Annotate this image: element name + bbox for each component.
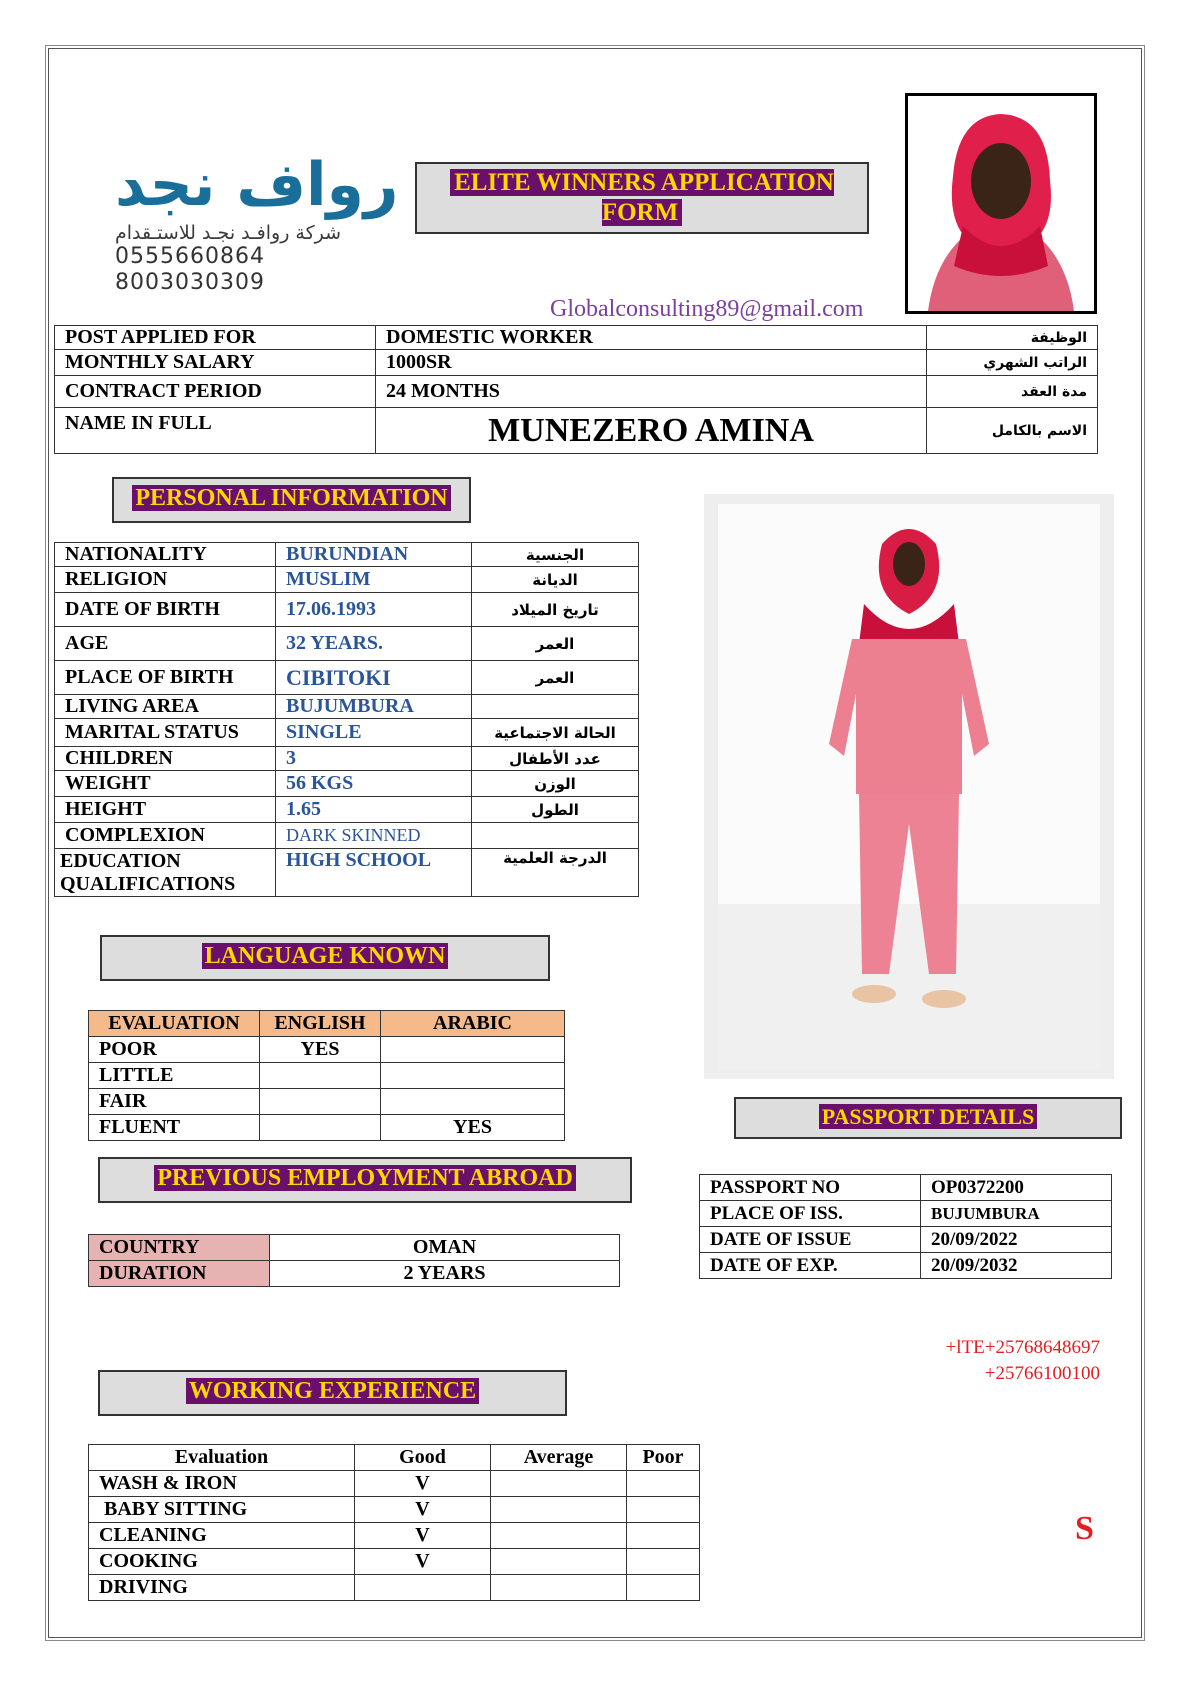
phone-1: +lTE+25768648697 [945, 1337, 1100, 1358]
field-value: BURUNDIAN [276, 543, 472, 567]
logo-subtitle: شركة روافـد نجـد للاستـقدام [115, 222, 342, 244]
field-arabic: الحالة الاجتماعية [472, 719, 639, 747]
poor-cell [627, 1575, 700, 1601]
average-cell [491, 1523, 627, 1549]
previous-employment-title: PREVIOUS EMPLOYMENT ABROAD [154, 1165, 576, 1191]
column-header: ENGLISH [260, 1011, 381, 1037]
company-logo [115, 150, 405, 295]
poor-cell [627, 1523, 700, 1549]
table-row [55, 797, 639, 823]
level-label: FAIR [89, 1089, 260, 1115]
column-header: Average [491, 1445, 627, 1471]
row-arabic: الراتب الشهري [927, 350, 1098, 376]
passport-label: PLACE OF ISS. [700, 1201, 921, 1227]
field-value: CIBITOKI [276, 661, 472, 695]
passport-value: 20/09/2032 [921, 1253, 1112, 1279]
level-label: LITTLE [89, 1063, 260, 1089]
country-label: COUNTRY [89, 1235, 270, 1261]
level-label: FLUENT [89, 1115, 260, 1141]
field-arabic [472, 823, 639, 849]
field-label: MARITAL STATUS [55, 719, 276, 747]
poor-cell [627, 1549, 700, 1575]
row-label: CONTRACT PERIOD [55, 376, 376, 408]
field-arabic: الدرجة العلمية [472, 849, 639, 897]
row-arabic: الوظيفة [927, 326, 1098, 350]
table-row [89, 1063, 565, 1089]
table-row [55, 408, 1098, 454]
full-body-image [704, 494, 1114, 1079]
english-cell [260, 1063, 381, 1089]
table-header-row [89, 1011, 565, 1037]
row-value: DOMESTIC WORKER [376, 326, 927, 350]
english-cell: YES [260, 1037, 381, 1063]
passport-label: DATE OF ISSUE [700, 1227, 921, 1253]
row-label: NAME IN FULL [55, 408, 376, 454]
table-row [89, 1497, 700, 1523]
full-body-photo [704, 494, 1114, 1079]
language-table [88, 1010, 565, 1141]
field-label: COMPLEXION [55, 823, 276, 849]
good-cell: V [355, 1523, 491, 1549]
field-label: NATIONALITY [55, 543, 276, 567]
table-row [55, 747, 639, 771]
table-row [89, 1471, 700, 1497]
email-address: Globalconsulting89@gmail.com [550, 296, 864, 322]
field-label: DATE OF BIRTH [55, 593, 276, 627]
table-row [700, 1227, 1112, 1253]
logo-mark: رواف نجد [115, 150, 399, 220]
table-row [55, 771, 639, 797]
row-arabic: مدة العقد [927, 376, 1098, 408]
field-arabic: الوزن [472, 771, 639, 797]
field-value: 1.65 [276, 797, 472, 823]
average-cell [491, 1497, 627, 1523]
table-row [55, 567, 639, 593]
duration-value: 2 YEARS [270, 1261, 620, 1287]
working-experience-title: WORKING EXPERIENCE [186, 1378, 479, 1404]
table-row [89, 1089, 565, 1115]
row-label: POST APPLIED FOR [55, 326, 376, 350]
good-cell: V [355, 1471, 491, 1497]
table-row [55, 823, 639, 849]
poor-cell [627, 1471, 700, 1497]
field-arabic: الطول [472, 797, 639, 823]
passport-value: OP0372200 [921, 1175, 1112, 1201]
form-title-box [415, 162, 869, 234]
row-label: MONTHLY SALARY [55, 350, 376, 376]
language-header [100, 935, 550, 981]
field-value: 56 KGS [276, 771, 472, 797]
table-row [89, 1115, 565, 1141]
arabic-cell: YES [381, 1115, 565, 1141]
logo-phone-1: 0555660864 [115, 244, 265, 269]
portrait-image [908, 96, 1094, 311]
position-table [54, 325, 1098, 454]
field-value: MUSLIM [276, 567, 472, 593]
table-row [700, 1201, 1112, 1227]
level-label: POOR [89, 1037, 260, 1063]
table-row [89, 1575, 700, 1601]
field-arabic: الجنسية [472, 543, 639, 567]
field-label: EDUCATION QUALIFICATIONS [55, 849, 276, 897]
logo-phone-2: 8003030309 [115, 270, 265, 295]
passport-label: DATE OF EXP. [700, 1253, 921, 1279]
column-header: Poor [627, 1445, 700, 1471]
skill-label: COOKING [89, 1549, 355, 1575]
language-title: LANGUAGE KNOWN [202, 943, 449, 969]
passport-header [734, 1097, 1122, 1139]
field-arabic: العمر [472, 627, 639, 661]
table-row [55, 593, 639, 627]
arabic-cell [381, 1037, 565, 1063]
personal-info-header [112, 477, 471, 523]
poor-cell [627, 1497, 700, 1523]
table-header-row [89, 1445, 700, 1471]
field-value: DARK SKINNED [276, 823, 472, 849]
table-row [55, 661, 639, 695]
phone-2: +25766100100 [984, 1363, 1100, 1384]
personal-info-title: PERSONAL INFORMATION [132, 485, 450, 511]
average-cell [491, 1471, 627, 1497]
full-name: MUNEZERO AMINA [376, 408, 927, 454]
table-row [89, 1523, 700, 1549]
row-arabic: الاسم بالكامل [927, 408, 1098, 454]
field-label: AGE [55, 627, 276, 661]
row-value: 24 MONTHS [376, 376, 927, 408]
table-row [55, 326, 1098, 350]
field-label: HEIGHT [55, 797, 276, 823]
portrait-photo [905, 93, 1097, 314]
field-arabic: الديانة [472, 567, 639, 593]
contact-phones [900, 1335, 1100, 1387]
table-row [89, 1235, 620, 1261]
table-row [55, 627, 639, 661]
field-label: RELIGION [55, 567, 276, 593]
table-row [55, 376, 1098, 408]
skill-label: WASH & IRON [89, 1471, 355, 1497]
table-row [55, 543, 639, 567]
skill-label: DRIVING [89, 1575, 355, 1601]
passport-value: BUJUMBURA [921, 1201, 1112, 1227]
passport-value: 20/09/2022 [921, 1227, 1112, 1253]
passport-table [699, 1174, 1112, 1279]
duration-label: DURATION [89, 1261, 270, 1287]
skill-label: BABY SITTING [89, 1497, 355, 1523]
field-arabic: عدد الأطفال [472, 747, 639, 771]
table-row [55, 849, 639, 897]
average-cell [491, 1575, 627, 1601]
table-row [89, 1549, 700, 1575]
field-value: BUJUMBURA [276, 695, 472, 719]
average-cell [491, 1549, 627, 1575]
field-value: 3 [276, 747, 472, 771]
field-value: SINGLE [276, 719, 472, 747]
field-label: WEIGHT [55, 771, 276, 797]
field-value: 17.06.1993 [276, 593, 472, 627]
english-cell [260, 1089, 381, 1115]
working-experience-table [88, 1444, 700, 1601]
field-arabic [472, 695, 639, 719]
field-label: CHILDREN [55, 747, 276, 771]
row-value: 1000SR [376, 350, 927, 376]
field-arabic: العمر [472, 661, 639, 695]
column-header: Good [355, 1445, 491, 1471]
working-experience-header [98, 1370, 567, 1416]
arabic-cell [381, 1089, 565, 1115]
passport-title: PASSPORT DETAILS [819, 1104, 1038, 1129]
previous-employment-table [88, 1234, 620, 1287]
previous-employment-header [98, 1157, 632, 1203]
field-label: PLACE OF BIRTH [55, 661, 276, 695]
good-cell: V [355, 1497, 491, 1523]
table-row [89, 1261, 620, 1287]
passport-label: PASSPORT NO [700, 1175, 921, 1201]
arabic-cell [381, 1063, 565, 1089]
table-row [700, 1175, 1112, 1201]
country-value: OMAN [270, 1235, 620, 1261]
s-mark: S [1075, 1510, 1094, 1547]
good-cell: V [355, 1549, 491, 1575]
field-label: LIVING AREA [55, 695, 276, 719]
form-title: ELITE WINNERS APPLICATION FORM [450, 169, 834, 226]
english-cell [260, 1115, 381, 1141]
field-value: 32 YEARS. [276, 627, 472, 661]
table-row [55, 695, 639, 719]
personal-info-table [54, 542, 639, 897]
table-row [89, 1037, 565, 1063]
table-row [55, 719, 639, 747]
table-row [55, 350, 1098, 376]
field-arabic: تاريخ الميلاد [472, 593, 639, 627]
skill-label: CLEANING [89, 1523, 355, 1549]
table-row [700, 1253, 1112, 1279]
column-header: Evaluation [89, 1445, 355, 1471]
good-cell [355, 1575, 491, 1601]
field-value: HIGH SCHOOL [276, 849, 472, 897]
column-header: EVALUATION [89, 1011, 260, 1037]
column-header: ARABIC [381, 1011, 565, 1037]
